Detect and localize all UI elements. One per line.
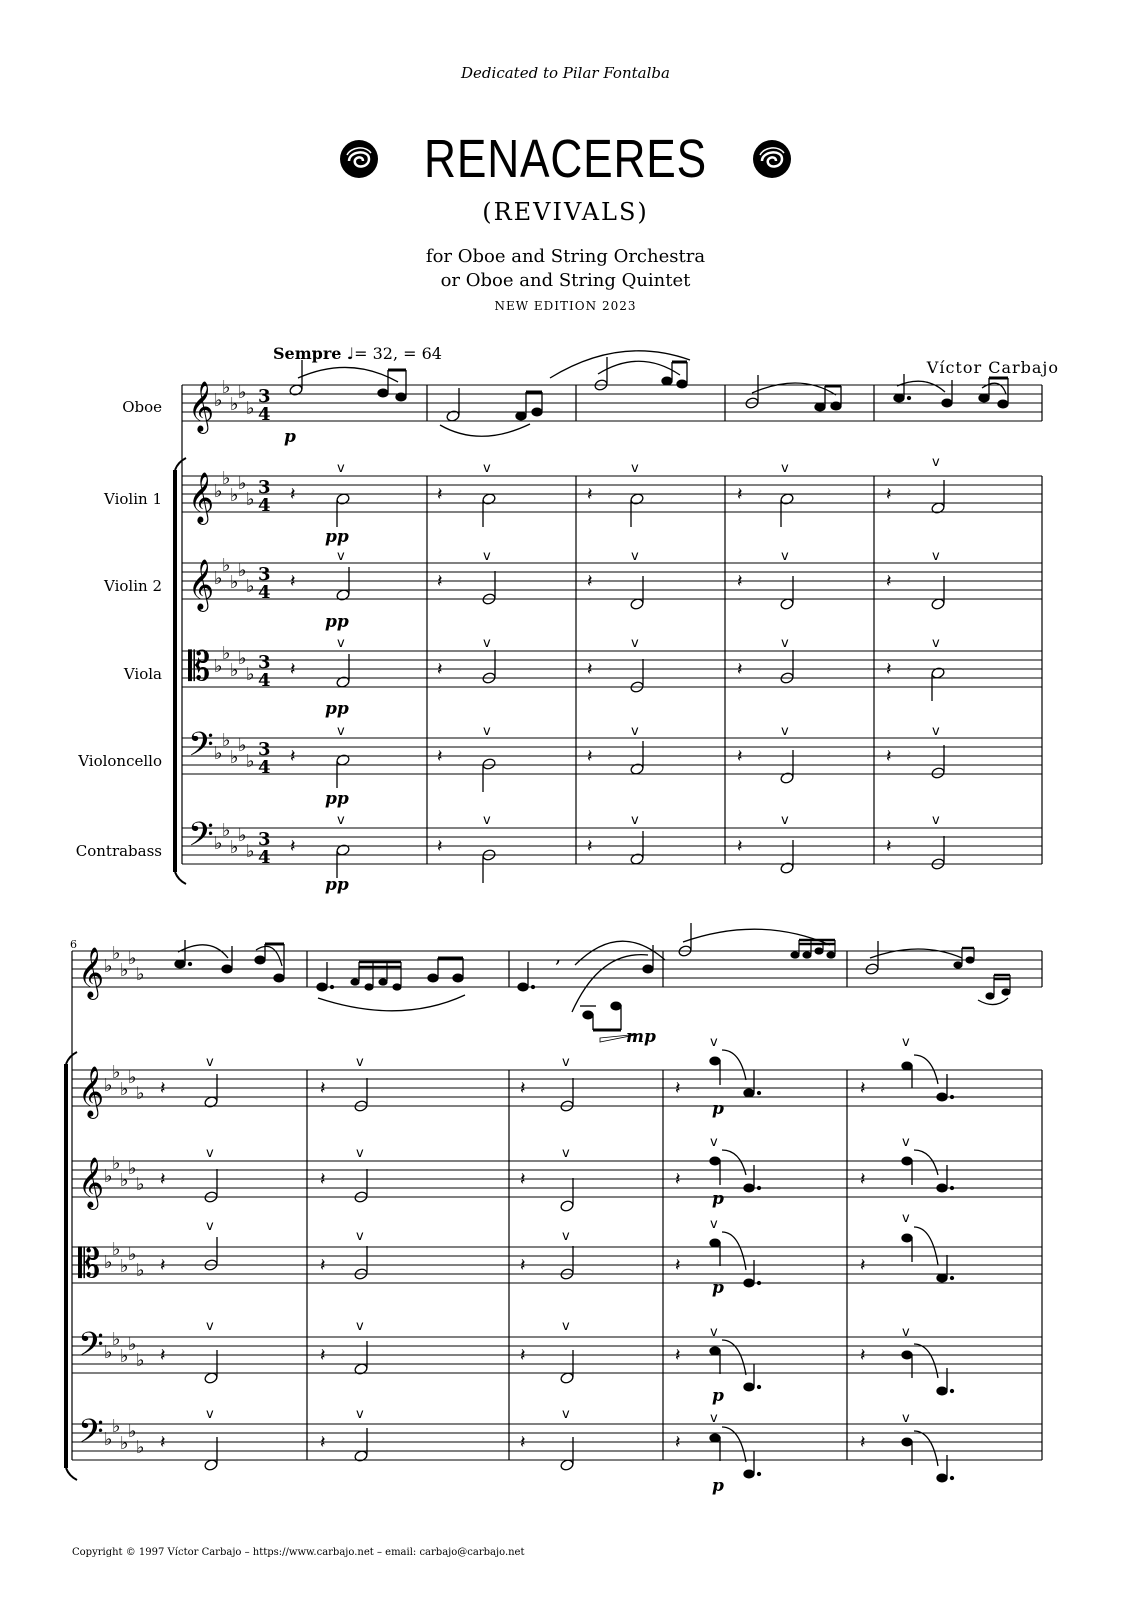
svg-text:𝄽: 𝄽 — [886, 836, 892, 857]
svg-text:4: 4 — [258, 757, 271, 778]
svg-text:♭: ♭ — [246, 664, 255, 685]
oboe-notes-sys2 — [175, 923, 1010, 1042]
svg-text:𝄽: 𝄽 — [737, 484, 743, 505]
svg-text:,: , — [555, 943, 562, 967]
svg-text:v: v — [932, 813, 940, 828]
tempo-word: Sempre — [273, 344, 342, 363]
svg-text:♭: ♭ — [112, 1153, 121, 1174]
svg-text:♭: ♭ — [120, 960, 129, 981]
svg-text:v: v — [356, 1407, 364, 1422]
svg-text:v: v — [337, 813, 345, 828]
svg-text:𝄽: 𝄽 — [437, 746, 443, 767]
svg-text:v: v — [902, 1035, 910, 1050]
instrument-label-violin-2: Violin 2 — [104, 577, 162, 595]
svg-text:v: v — [483, 813, 491, 828]
treble-clef-icon: 𝄞 — [188, 381, 215, 432]
svg-text:v: v — [483, 724, 491, 739]
svg-text:v: v — [932, 724, 940, 739]
svg-text:♭: ♭ — [230, 747, 239, 768]
svg-text:3: 3 — [258, 564, 271, 585]
svg-text:v: v — [902, 1411, 910, 1426]
dynamic-contrabass-sys2: p — [712, 1476, 724, 1496]
bass-clef-icon: 𝄢 — [188, 726, 214, 772]
svg-text:v: v — [562, 1407, 570, 1422]
svg-text:v: v — [356, 1319, 364, 1334]
svg-text:𝄽: 𝄽 — [437, 484, 443, 505]
svg-text:4: 4 — [258, 495, 271, 516]
treble-clef-icon: 𝄞 — [188, 559, 215, 610]
svg-text:𝄽: 𝄽 — [675, 1169, 681, 1190]
dedication: Dedicated to Pilar Fontalba — [461, 64, 670, 82]
svg-text:3: 3 — [258, 386, 271, 407]
svg-text:𝄽: 𝄽 — [860, 1345, 866, 1366]
svg-text:3: 3 — [258, 652, 271, 673]
svg-text:𝄽: 𝄽 — [860, 1169, 866, 1190]
svg-text:𝄽: 𝄽 — [520, 1255, 526, 1276]
alto-clef-icon: 𝄡 — [188, 644, 211, 690]
dynamic-contrabass: pp — [325, 875, 349, 895]
quarter-note-icon: ♩ — [346, 344, 355, 363]
svg-text:4: 4 — [258, 670, 271, 691]
staff-contrabass-sys1 — [182, 828, 1042, 864]
svg-text:v: v — [337, 724, 345, 739]
treble-clef-icon: 𝄞 — [78, 1157, 105, 1208]
svg-text:♭: ♭ — [104, 1166, 113, 1187]
svg-text:v: v — [710, 1217, 718, 1232]
svg-text:♭: ♭ — [128, 1158, 137, 1179]
dynamic-violin1: pp — [325, 527, 349, 547]
svg-text:v: v — [562, 1229, 570, 1244]
page-title: RENACERES — [424, 129, 707, 189]
svg-text:v: v — [631, 549, 639, 564]
svg-text:♭: ♭ — [214, 833, 223, 854]
barlines-sys1 — [427, 385, 1042, 864]
svg-text:♭: ♭ — [104, 1252, 113, 1273]
svg-text:♭: ♭ — [222, 730, 231, 751]
svg-text:𝄽: 𝄽 — [860, 1255, 866, 1276]
svg-text:v: v — [337, 461, 345, 476]
svg-text:♭: ♭ — [238, 825, 247, 846]
svg-text:4: 4 — [258, 404, 271, 425]
svg-text:♭: ♭ — [120, 1079, 129, 1100]
svg-text:♭: ♭ — [238, 560, 247, 581]
svg-text:v: v — [932, 636, 940, 651]
svg-text:♭: ♭ — [128, 1421, 137, 1442]
svg-text:𝄽: 𝄽 — [437, 659, 443, 680]
svg-text:𝄽: 𝄽 — [290, 746, 296, 767]
svg-text:v: v — [562, 1055, 570, 1070]
svg-text:𝄽: 𝄽 — [290, 571, 296, 592]
key-signatures-sys2 — [104, 943, 145, 1458]
svg-text:𝄽: 𝄽 — [160, 1169, 166, 1190]
svg-text:♭: ♭ — [104, 1075, 113, 1096]
svg-text:v: v — [206, 1407, 214, 1422]
svg-text:𝄽: 𝄽 — [290, 659, 296, 680]
svg-text:3: 3 — [258, 739, 271, 760]
bass-clef-icon: 𝄢 — [78, 1413, 104, 1459]
measure-number: 6 — [70, 938, 77, 951]
svg-text:♭: ♭ — [128, 948, 137, 969]
svg-text:v: v — [356, 1055, 364, 1070]
barlines-sys2 — [307, 951, 1042, 1460]
svg-text:𝄽: 𝄽 — [587, 484, 593, 505]
svg-text:𝄽: 𝄽 — [160, 1345, 166, 1366]
svg-text:𝄽: 𝄽 — [675, 1078, 681, 1099]
svg-text:𝄽: 𝄽 — [320, 1078, 326, 1099]
svg-text:𝄽: 𝄽 — [860, 1432, 866, 1453]
svg-text:3: 3 — [258, 829, 271, 850]
svg-text:𝄽: 𝄽 — [320, 1169, 326, 1190]
svg-text:𝄽: 𝄽 — [587, 571, 593, 592]
svg-text:♭: ♭ — [112, 943, 121, 964]
strings-notes-sys2 — [160, 1035, 954, 1482]
svg-text:♭: ♭ — [120, 1256, 129, 1277]
svg-text:♭: ♭ — [128, 1067, 137, 1088]
dynamic-viola: pp — [325, 699, 349, 719]
svg-text:v: v — [356, 1146, 364, 1161]
svg-text:v: v — [206, 1219, 214, 1234]
instrumentation-line-1: for Oboe and String Orchestra — [425, 246, 706, 267]
svg-text:𝄽: 𝄽 — [737, 571, 743, 592]
svg-text:v: v — [631, 724, 639, 739]
svg-text:𝄽: 𝄽 — [886, 571, 892, 592]
copyright-footer: Copyright © 1997 Víctor Carbajo – https://www.carbajo.net – email: carbajo@carbajo.net — [72, 1547, 525, 1558]
svg-text:𝄽: 𝄽 — [437, 836, 443, 857]
svg-text:𝄽: 𝄽 — [886, 659, 892, 680]
svg-text:♭: ♭ — [214, 568, 223, 589]
svg-text:♭: ♭ — [246, 398, 255, 419]
bass-clef-icon: 𝄢 — [188, 816, 214, 862]
edition-note: NEW EDITION 2023 — [494, 299, 637, 313]
svg-text:𝄽: 𝄽 — [320, 1432, 326, 1453]
svg-text:♭: ♭ — [214, 390, 223, 411]
svg-text:v: v — [483, 549, 491, 564]
dynamic-oboe-sys2: mp — [626, 1027, 656, 1047]
svg-text:♭: ♭ — [222, 555, 231, 576]
dynamic-oboe: p — [284, 427, 296, 447]
svg-text:♭: ♭ — [128, 1334, 137, 1355]
svg-text:v: v — [631, 813, 639, 828]
svg-text:𝄽: 𝄽 — [520, 1169, 526, 1190]
svg-text:♭: ♭ — [222, 468, 231, 489]
svg-text:𝄽: 𝄽 — [160, 1432, 166, 1453]
svg-text:♭: ♭ — [136, 1260, 145, 1281]
svg-text:𝄽: 𝄽 — [520, 1345, 526, 1366]
svg-text:♭: ♭ — [136, 1437, 145, 1458]
svg-text:♭: ♭ — [238, 735, 247, 756]
svg-text:𝄽: 𝄽 — [860, 1078, 866, 1099]
svg-text:v: v — [710, 1135, 718, 1150]
dynamic-viola-sys2: p — [712, 1278, 724, 1298]
svg-text:♭: ♭ — [112, 1329, 121, 1350]
svg-text:v: v — [206, 1146, 214, 1161]
treble-clef-icon: 𝄞 — [78, 1066, 105, 1117]
svg-text:♭: ♭ — [120, 1346, 129, 1367]
svg-text:♭: ♭ — [230, 485, 239, 506]
svg-text:♭: ♭ — [128, 1244, 137, 1265]
svg-text:𝄽: 𝄽 — [737, 659, 743, 680]
svg-text:v: v — [932, 455, 940, 470]
svg-text:𝄽: 𝄽 — [290, 484, 296, 505]
svg-text:♭: ♭ — [112, 1062, 121, 1083]
svg-text:♭: ♭ — [246, 576, 255, 597]
svg-text:v: v — [902, 1211, 910, 1226]
svg-text:v: v — [337, 549, 345, 564]
svg-text:♭: ♭ — [246, 751, 255, 772]
svg-text:v: v — [710, 1325, 718, 1340]
clefs-sys1 — [188, 381, 214, 862]
svg-text:v: v — [631, 636, 639, 651]
system-2 — [66, 951, 1042, 1480]
svg-text:𝄽: 𝄽 — [520, 1078, 526, 1099]
svg-text:𝄽: 𝄽 — [160, 1078, 166, 1099]
svg-text:♭: ♭ — [136, 1083, 145, 1104]
svg-text:v: v — [710, 1035, 718, 1050]
svg-text:4: 4 — [258, 847, 271, 868]
staff-violin1-sys1 — [182, 476, 1042, 512]
svg-text:𝄽: 𝄽 — [320, 1255, 326, 1276]
instrument-label-oboe: Oboe — [122, 398, 162, 416]
svg-text:𝄽: 𝄽 — [520, 1432, 526, 1453]
svg-text:v: v — [781, 813, 789, 828]
key-signatures-sys1 — [214, 377, 255, 862]
svg-text:v: v — [206, 1055, 214, 1070]
svg-text:v: v — [781, 724, 789, 739]
svg-text:𝄽: 𝄽 — [587, 659, 593, 680]
svg-text:♭: ♭ — [136, 1350, 145, 1371]
svg-text:𝄽: 𝄽 — [886, 746, 892, 767]
instrument-label-viola: Viola — [123, 665, 162, 683]
svg-text:v: v — [781, 636, 789, 651]
svg-text:𝄽: 𝄽 — [886, 484, 892, 505]
staff-violoncello-sys1 — [182, 738, 1042, 774]
svg-text:♭: ♭ — [112, 1239, 121, 1260]
staff-violin2-sys1 — [182, 563, 1042, 599]
time-signatures-sys1 — [258, 386, 271, 868]
dynamic-violin1-sys2: p — [712, 1099, 724, 1119]
dynamic-violoncello: pp — [325, 789, 349, 809]
svg-text:♭: ♭ — [136, 964, 145, 985]
svg-text:♭: ♭ — [230, 660, 239, 681]
svg-text:♭: ♭ — [104, 1429, 113, 1450]
svg-text:♭: ♭ — [104, 956, 113, 977]
svg-text:♭: ♭ — [230, 837, 239, 858]
svg-text:𝄽: 𝄽 — [737, 836, 743, 857]
svg-text:𝄽: 𝄽 — [675, 1345, 681, 1366]
svg-text:♭: ♭ — [222, 377, 231, 398]
treble-clef-icon: 𝄞 — [188, 472, 215, 523]
dynamic-violoncello-sys2: p — [712, 1386, 724, 1406]
svg-text:v: v — [562, 1319, 570, 1334]
svg-text:𝄽: 𝄽 — [160, 1255, 166, 1276]
alto-clef-icon: 𝄡 — [78, 1241, 101, 1287]
bowing-marks-sys2 — [206, 1035, 910, 1426]
dynamic-violin2: pp — [325, 612, 349, 632]
svg-text:♭: ♭ — [120, 1170, 129, 1191]
svg-text:♭: ♭ — [222, 643, 231, 664]
svg-text:♭: ♭ — [230, 394, 239, 415]
svg-text:♭: ♭ — [230, 572, 239, 593]
svg-text:v: v — [631, 461, 639, 476]
svg-text:𝄽: 𝄽 — [290, 836, 296, 857]
svg-text:v: v — [483, 636, 491, 651]
svg-text:♭: ♭ — [246, 841, 255, 862]
svg-text:𝄽: 𝄽 — [320, 1345, 326, 1366]
subtitle: (REVIVALS) — [482, 198, 649, 226]
instrument-label-contrabass: Contrabass — [75, 842, 162, 860]
svg-text:4: 4 — [258, 582, 271, 603]
composer-name: Víctor Carbajo — [926, 358, 1059, 377]
svg-text:♭: ♭ — [238, 648, 247, 669]
svg-text:v: v — [562, 1146, 570, 1161]
svg-text:♭: ♭ — [104, 1342, 113, 1363]
dynamic-violin2-sys2: p — [712, 1189, 724, 1209]
bass-clef-icon: 𝄢 — [78, 1326, 104, 1372]
svg-text:♭: ♭ — [120, 1433, 129, 1454]
svg-text:♭: ♭ — [112, 1416, 121, 1437]
svg-text:v: v — [781, 549, 789, 564]
svg-text:♭: ♭ — [214, 481, 223, 502]
svg-text:v: v — [932, 549, 940, 564]
svg-text:♭: ♭ — [214, 656, 223, 677]
svg-text:v: v — [710, 1411, 718, 1426]
svg-text:v: v — [781, 461, 789, 476]
instrumentation-line-2: or Oboe and String Quintet — [440, 270, 691, 291]
svg-text:v: v — [902, 1135, 910, 1150]
svg-text:v: v — [206, 1319, 214, 1334]
svg-text:𝄽: 𝄽 — [675, 1432, 681, 1453]
svg-text:𝄽: 𝄽 — [587, 746, 593, 767]
staff-viola-sys1 — [182, 651, 1042, 687]
svg-text:𝄽: 𝄽 — [737, 746, 743, 767]
svg-text:♭: ♭ — [238, 473, 247, 494]
svg-text:v: v — [356, 1229, 364, 1244]
svg-text:𝄽: 𝄽 — [675, 1255, 681, 1276]
instrument-label-violin-1: Violin 1 — [104, 490, 162, 508]
dynamics — [284, 427, 724, 1496]
svg-text:♭: ♭ — [238, 382, 247, 403]
svg-text:v: v — [483, 461, 491, 476]
svg-text:♭: ♭ — [246, 489, 255, 510]
clefs-sys2 — [78, 947, 104, 1459]
svg-text:3: 3 — [258, 477, 271, 498]
staff-oboe-sys1 — [182, 385, 1042, 421]
svg-text:𝄽: 𝄽 — [437, 571, 443, 592]
treble-clef-icon: 𝄞 — [78, 947, 105, 998]
svg-text:♭: ♭ — [136, 1174, 145, 1195]
svg-text:v: v — [337, 636, 345, 651]
system-1 — [175, 385, 1042, 884]
svg-text:♭: ♭ — [222, 820, 231, 841]
svg-text:v: v — [902, 1325, 910, 1340]
tempo-values: = 32, = 64 — [354, 344, 442, 363]
svg-text:𝄽: 𝄽 — [587, 836, 593, 857]
svg-text:♭: ♭ — [214, 743, 223, 764]
instrument-label-violoncello: Violoncello — [78, 752, 162, 770]
